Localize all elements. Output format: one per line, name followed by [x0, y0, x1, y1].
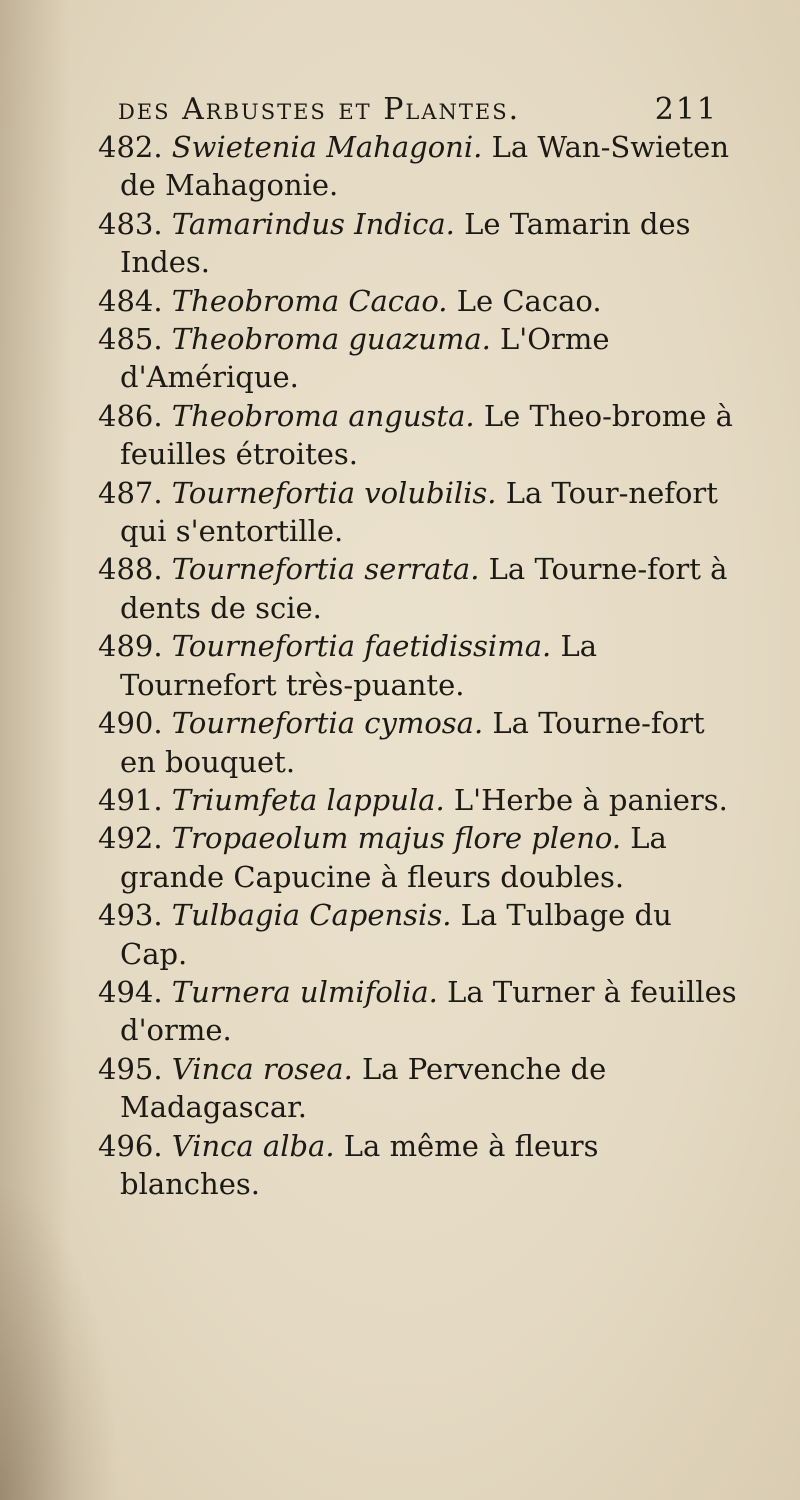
list-item	[98, 1050, 738, 1127]
entry-number: 482.	[98, 130, 163, 164]
entry-number: 494.	[98, 974, 163, 1009]
french-name: La Tulbage du Cap.	[120, 898, 672, 971]
entry-number: 489.	[98, 629, 163, 664]
latin-name: Tournefortia faetidissima.	[171, 629, 552, 664]
entry-number: 484.	[98, 283, 163, 318]
latin-name: Theobroma Cacao.	[171, 283, 448, 318]
latin-name: Tournefortia volubilis.	[171, 475, 497, 510]
entry-number: 491.	[98, 782, 163, 817]
list-item	[98, 627, 738, 704]
french-name: La Tour-nefort qui s'entortille.	[120, 475, 718, 549]
list-item	[98, 704, 738, 781]
entry-number: 488.	[98, 552, 163, 587]
latin-name: Triumfeta lappula.	[171, 782, 445, 817]
french-name: Le Cacao.	[456, 283, 602, 318]
latin-name: Tournefortia cymosa.	[171, 706, 484, 741]
latin-name: Swietenia Mahagoni.	[171, 130, 483, 164]
latin-name: Theobroma angusta.	[171, 398, 475, 433]
latin-name: Tulbagia Capensis.	[171, 898, 452, 933]
latin-name: Tamarindus Indica.	[171, 206, 455, 241]
list-item	[98, 781, 738, 819]
page-number: 211	[654, 92, 718, 127]
list-item	[98, 550, 738, 627]
french-name: La grande Capucine à fleurs doubles.	[120, 821, 667, 894]
list-item	[98, 474, 738, 551]
latin-name: Vinca rosea.	[171, 1051, 353, 1086]
french-name: La Tourne-fort en bouquet.	[120, 706, 705, 779]
list-item	[98, 320, 738, 397]
entry-number: 496.	[98, 1128, 163, 1163]
french-name: La Tournefort très-puante.	[120, 629, 597, 702]
list-item	[98, 282, 738, 320]
list-item	[98, 397, 738, 474]
entry-number: 493.	[98, 898, 163, 933]
list-item	[98, 896, 738, 973]
entry-number: 495.	[98, 1051, 163, 1086]
french-name: Le Theo-brome à feuilles étroites.	[120, 398, 733, 472]
list-item	[98, 128, 738, 205]
list-item	[98, 1127, 738, 1204]
french-name: Le Tamarin des Indes.	[120, 206, 691, 280]
french-name: La Tourne-fort à dents de scie.	[120, 552, 728, 625]
latin-name: Turnera ulmifolia.	[171, 974, 438, 1009]
french-name: La même à fleurs blanches.	[120, 1128, 599, 1201]
latin-name: Theobroma guazuma.	[171, 322, 491, 357]
list-item	[98, 819, 738, 896]
entry-number: 483.	[98, 206, 163, 241]
running-title: des Arbustes et Plantes.	[118, 92, 521, 127]
plant-list	[98, 128, 738, 1203]
french-name: La Turner à feuilles d'orme.	[120, 974, 737, 1048]
latin-name: Tournefortia serrata.	[171, 552, 480, 587]
list-item	[98, 205, 738, 282]
page-shadow-edge	[0, 0, 70, 1500]
french-name: La Pervenche de Madagascar.	[120, 1051, 607, 1125]
latin-name: Tropaeolum majus flore pleno.	[171, 821, 622, 856]
entry-number: 485.	[98, 322, 163, 357]
running-header	[118, 92, 718, 132]
latin-name: Vinca alba.	[171, 1128, 335, 1163]
entry-number: 486.	[98, 398, 163, 433]
entry-number: 490.	[98, 706, 163, 741]
list-item	[98, 973, 738, 1050]
french-name: L'Herbe à paniers.	[453, 782, 728, 817]
page-stain	[0, 1180, 120, 1500]
entry-number: 492.	[98, 821, 163, 856]
entry-number: 487.	[98, 475, 163, 510]
french-name: L'Orme d'Amérique.	[120, 322, 610, 395]
french-name: La Wan-Swieten de Mahagonie.	[120, 130, 729, 203]
